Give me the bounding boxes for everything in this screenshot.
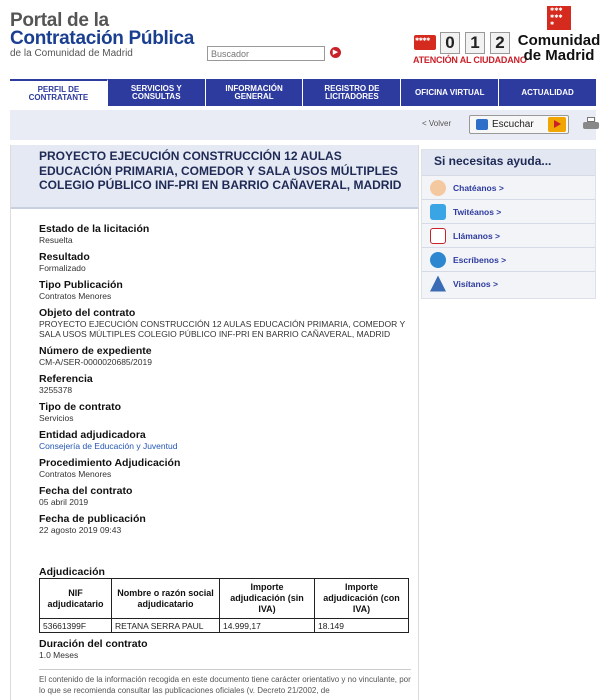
field-label: Duración del contrato [39,638,148,650]
phone-digit: 2 [490,32,510,54]
table-cell: 53661399F [40,619,112,633]
field-resultado [39,251,409,273]
portal-title-line2: Contratación Pública [10,28,195,49]
field-label: Resultado [39,251,90,263]
field-label: Número de expediente [39,345,152,357]
sidebar-item-label: Twitéanos > [453,206,502,217]
field-estado [39,223,409,245]
field-value: Contratos Menores [39,291,112,301]
play-icon[interactable] [548,117,566,132]
site-header [0,0,604,78]
sidebar-item-twitter[interactable] [422,199,595,223]
field-tipo-publicacion [39,279,409,301]
sidebar-item-label: Chatéanos > [453,182,504,193]
field-value: 1.0 Meses [39,650,79,660]
field-label: Referencia [39,373,93,385]
nav-item-informacion-general[interactable]: INFORMACIÓN GENERAL [206,79,304,106]
field-label: Fecha de publicación [39,513,146,525]
adjudicacion-table [39,578,409,633]
field-label: Entidad adjudicadora [39,429,146,441]
comunidad-madrid-logo[interactable] [516,33,602,63]
page-title: PROYECTO EJECUCIÓN CONSTRUCCIÓN 12 AULAS EDUCACIÓN PRIMARIA, COMEDOR Y SALA USOS MÚLTIPLES COLEGIO PÚBLICO INF-PRI EN BARRIO CAÑAVERAL, MADRID [11,145,418,209]
field-fecha-publicacion [39,513,409,535]
field-label: Procedimiento Adjudicación [39,457,181,469]
sidebar-item-label: Escríbenos > [453,254,507,265]
phone-digit: 0 [440,32,460,54]
sidebar-item-visit[interactable] [422,271,595,295]
print-icon[interactable] [583,117,599,132]
field-label: Estado de la licitación [39,223,150,235]
back-link[interactable]: < Volver [422,119,452,128]
field-value: Servicios [39,413,74,423]
main-nav [10,79,596,106]
sidebar-item-chat[interactable] [422,175,595,199]
help-sidebar [421,149,596,299]
field-value: Resuelta [39,235,73,245]
main-content [10,145,419,700]
table-header: Importe adjudicación (sin IVA) [220,579,315,619]
table-cell: 14.999,17 [220,619,315,633]
field-value: 05 abril 2019 [39,497,89,507]
disclaimer-text: El contenido de la información recogida en este documento tiene carácter orientativo y no vinculante, por lo que se recomienda consultar las publicaciones oficiales (v. Decreto 21/2002, de [39,669,411,696]
speaker-icon [476,119,488,130]
nav-item-registro-licitadores[interactable]: REGISTRO DE LICITADORES [303,79,401,106]
sidebar-item-label: Llámanos > [453,230,501,241]
sidebar-item-phone[interactable] [422,223,595,247]
sidebar-title: Si necesitas ayuda... [422,150,595,175]
location-icon [430,276,446,292]
field-value: 3255378 [39,385,73,395]
nav-item-perfil-contratante[interactable]: PERFIL DE CONTRATANTE [10,79,108,106]
portal-logo[interactable] [10,12,194,60]
entidad-link[interactable]: Consejería de Educación y Juventud [39,441,178,451]
madrid-flag-icon [414,35,436,50]
field-value: CM-A/SER-0000020685/2019 [39,357,152,367]
table-header: Nombre o razón social adjudicatario [112,579,220,619]
portal-subtitle: de la Comunidad de Madrid [10,48,133,59]
field-label: Tipo Publicación [39,279,123,291]
field-label: Objeto del contrato [39,307,136,319]
comunidad-madrid-logo-icon [547,6,571,30]
field-label: Fecha del contrato [39,485,133,497]
table-row [40,619,409,633]
chat-icon [430,180,446,196]
listen-button[interactable] [469,115,569,134]
search-input[interactable] [207,46,325,61]
field-value: Contratos Menores [39,469,112,479]
field-fecha-contrato [39,485,409,507]
table-header: Importe adjudicación (con IVA) [315,579,409,619]
mail-icon [430,252,446,268]
table-header: NIF adjudicatario [40,579,112,619]
field-objeto-contrato [39,307,409,339]
phone-digit: 1 [465,32,485,54]
nav-item-servicios-consultas[interactable]: SERVICIOS Y CONSULTAS [108,79,206,106]
field-value: PROYECTO EJECUCIÓN CONSTRUCCIÓN 12 AULAS EDUCACIÓN PRIMARIA, COMEDOR Y SALA USOS MÚLTIPLES COLEGIO PÚBLICO INF-PRI EN BARRIO CAÑAVERAL, MADRID [39,319,406,339]
table-cell: RETANA SERRA PAUL [112,619,220,633]
field-label: Tipo de contrato [39,401,122,413]
comunidad-line1: Comunidad [517,32,601,49]
field-procedimiento [39,457,409,479]
comunidad-line2: de Madrid [523,47,595,64]
field-value: 22 agosto 2019 09:43 [39,525,122,535]
page-toolbar [10,110,596,140]
field-duracion [39,638,148,660]
table-cell: 18.149 [315,619,409,633]
field-tipo-contrato [39,401,409,423]
listen-label: Escuchar [492,119,534,130]
nav-item-actualidad[interactable]: ACTUALIDAD [521,87,574,97]
twitter-icon [430,204,446,220]
atencion-ciudadano-label[interactable]: ATENCIÓN AL CIUDADANO [413,55,527,65]
field-numero-expediente [39,345,409,367]
portal-title-line1: Portal de la [10,10,109,31]
nav-item-oficina-virtual[interactable]: OFICINA VIRTUAL [401,79,499,106]
detail-fields [39,223,409,541]
sidebar-item-label: Visítanos > [453,278,498,289]
field-entidad-adjudicadora [39,429,409,451]
adjudicacion-title: Adjudicación [39,566,105,578]
table-header-row [40,579,409,619]
field-value: Formalizado [39,263,86,273]
search-go-icon[interactable]: ▶ [330,47,341,58]
field-referencia [39,373,409,395]
sidebar-item-mail[interactable] [422,247,595,271]
phone-icon [430,228,446,244]
